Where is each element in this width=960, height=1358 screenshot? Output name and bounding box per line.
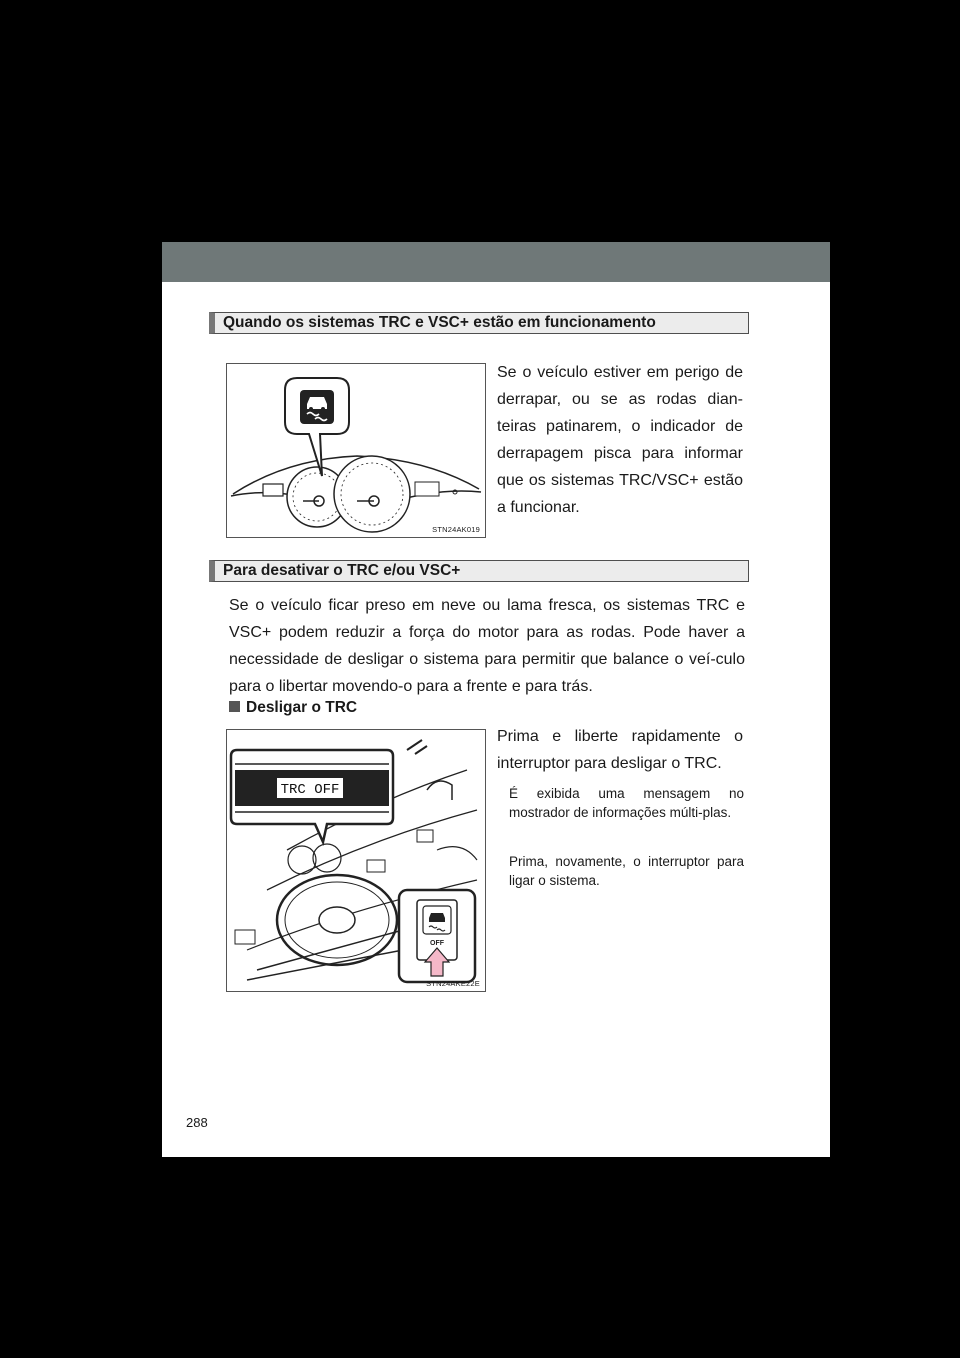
trc-switch-illustration bbox=[227, 730, 485, 991]
switch-off-label: OFF bbox=[430, 940, 444, 947]
section-1-body: Se o veículo estiver em perigo de derrapar, ou se as rodas dian-teiras patinarem, o indicador de derrapagem pisca para informar que os sistemas TRC/VSC+ estão a funcionar. bbox=[497, 364, 743, 516]
figure-code: STN24AKE22E bbox=[426, 979, 480, 988]
square-bullet-icon bbox=[229, 701, 240, 712]
section-heading-text: Quando os sistemas TRC e VSC+ estão em funcionamento bbox=[223, 314, 656, 331]
figure-trc-off-switch bbox=[226, 729, 486, 992]
page-number: 288 bbox=[186, 1115, 208, 1130]
subsection-heading bbox=[229, 699, 357, 717]
note-1: É exibida uma mensagem no mostrador de informações múlti-plas. bbox=[509, 786, 744, 820]
section-heading-trc-vsc-operation bbox=[209, 312, 749, 334]
figure-instrument-cluster bbox=[226, 363, 486, 538]
figure-code: STN24AK019 bbox=[432, 525, 480, 534]
section-heading-deactivate bbox=[209, 560, 749, 582]
skid-indicator-icon bbox=[300, 390, 334, 424]
instrument-cluster-illustration bbox=[227, 364, 485, 537]
subsection-heading-text: Desligar o TRC bbox=[246, 699, 358, 716]
manual-page bbox=[162, 242, 830, 1157]
page-header-bar bbox=[162, 242, 830, 282]
trc-off-display-text: TRC OFF bbox=[280, 782, 340, 798]
section-heading-text: Para desativar o TRC e/ou VSC+ bbox=[223, 562, 461, 579]
subsection-body: Prima e liberte rapidamente o interruptor para desligar o TRC. bbox=[497, 728, 743, 772]
section-2-intro: Se o veículo ficar preso em neve ou lama fresca, os sistemas TRC e VSC+ podem reduzir a força do motor para as rodas. Pode haver a necessidade de desligar o sistema para permitir que balance o veí-culo para o libertar movendo-o para a frente e para trás. bbox=[229, 597, 745, 695]
note-2: Prima, novamente, o interruptor para ligar o sistema. bbox=[509, 854, 744, 888]
